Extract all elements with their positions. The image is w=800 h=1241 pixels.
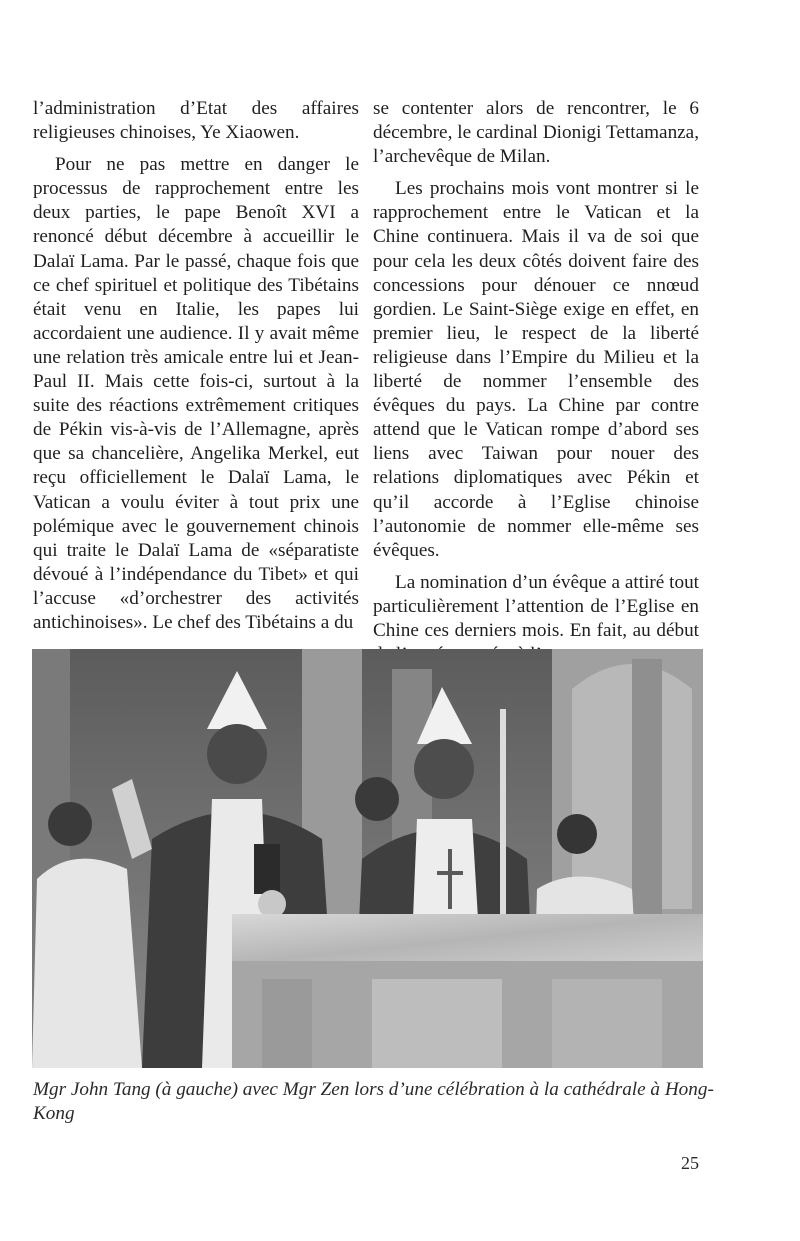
- cathedral-celebration-photo: [32, 649, 703, 1068]
- right-paragraph-3: La nomination d’un évêque a attiré tout particulièrement l’attention de l’Eglise en Chine ces derniers mois. En fait, au début: [373, 571, 699, 641]
- page-number: 25: [681, 1153, 699, 1173]
- right-paragraph-2: Les prochains mois vont montrer si le rapprochement entre le Vatican et la Chine continuera. Mais il va de soi que pour cela les deux côtés doivent faire des concessions pour dénouer ce nnœud gordien. Le Saint-Siège exige en effet, en premier lieu, le respect de la liberté religieuse dans l’Empire du Milieu et la liberté de nommer l’ensemble des évêques du pays. La Chine par contre attend que le Vatican rompe d’abord ses liens avec Taiwan pour nouer des relations diplomatiques avec Pékin et qu’il accorde à l’Eglise chinoise l’autonomie de nommer elle-même ses évêques.: [373, 178, 699, 561]
- left-paragraph-1: l’administration d’Etat des affaires religieuses chinoises, Ye Xiaowen.: [33, 98, 359, 144]
- left-paragraph-2: Pour ne pas mettre en danger le processus de rapprochement entre les deux parties, le pape Benoît XVI a renoncé début décembre à accueillir le Dalaï Lama. Par le passé, chaque fois que ce chef spirituel et politique des Tibétains était venu en Italie, les papes lui accordaient une audience. Il y avait même une relation très amicale entre lui et Jean-Paul II. Mais cette fois-ci, surtout à la suite des réactions extrêmement critiques de Pékin vis-à-vis de l’Allemagne, après que sa chancelière, Angelika Merkel, eut reçu officiellement le Dalaï Lama, le Vatican a voulu éviter à tout prix une polémique avec le gouvernement chinois qui traite le Dalaï Lama de «séparatiste dévoué à l’indépendance du Tibet» et qui l’accuse «d’orchestrer des activités antichinoises». Le chef des Tibétains a du: [33, 154, 359, 633]
- left-text-column: [33, 97, 359, 635]
- photo-caption: Mgr John Tang (à gauche) avec Mgr Zen lors d’une célébration à la cathédrale à Hong-Kong: [33, 1079, 714, 1124]
- right-text-column: [373, 97, 699, 667]
- right-paragraph-1: se contenter alors de rencontrer, le 6 décembre, le cardinal Dionigi Tettamanza, l’archevêque de Milan.: [373, 98, 699, 168]
